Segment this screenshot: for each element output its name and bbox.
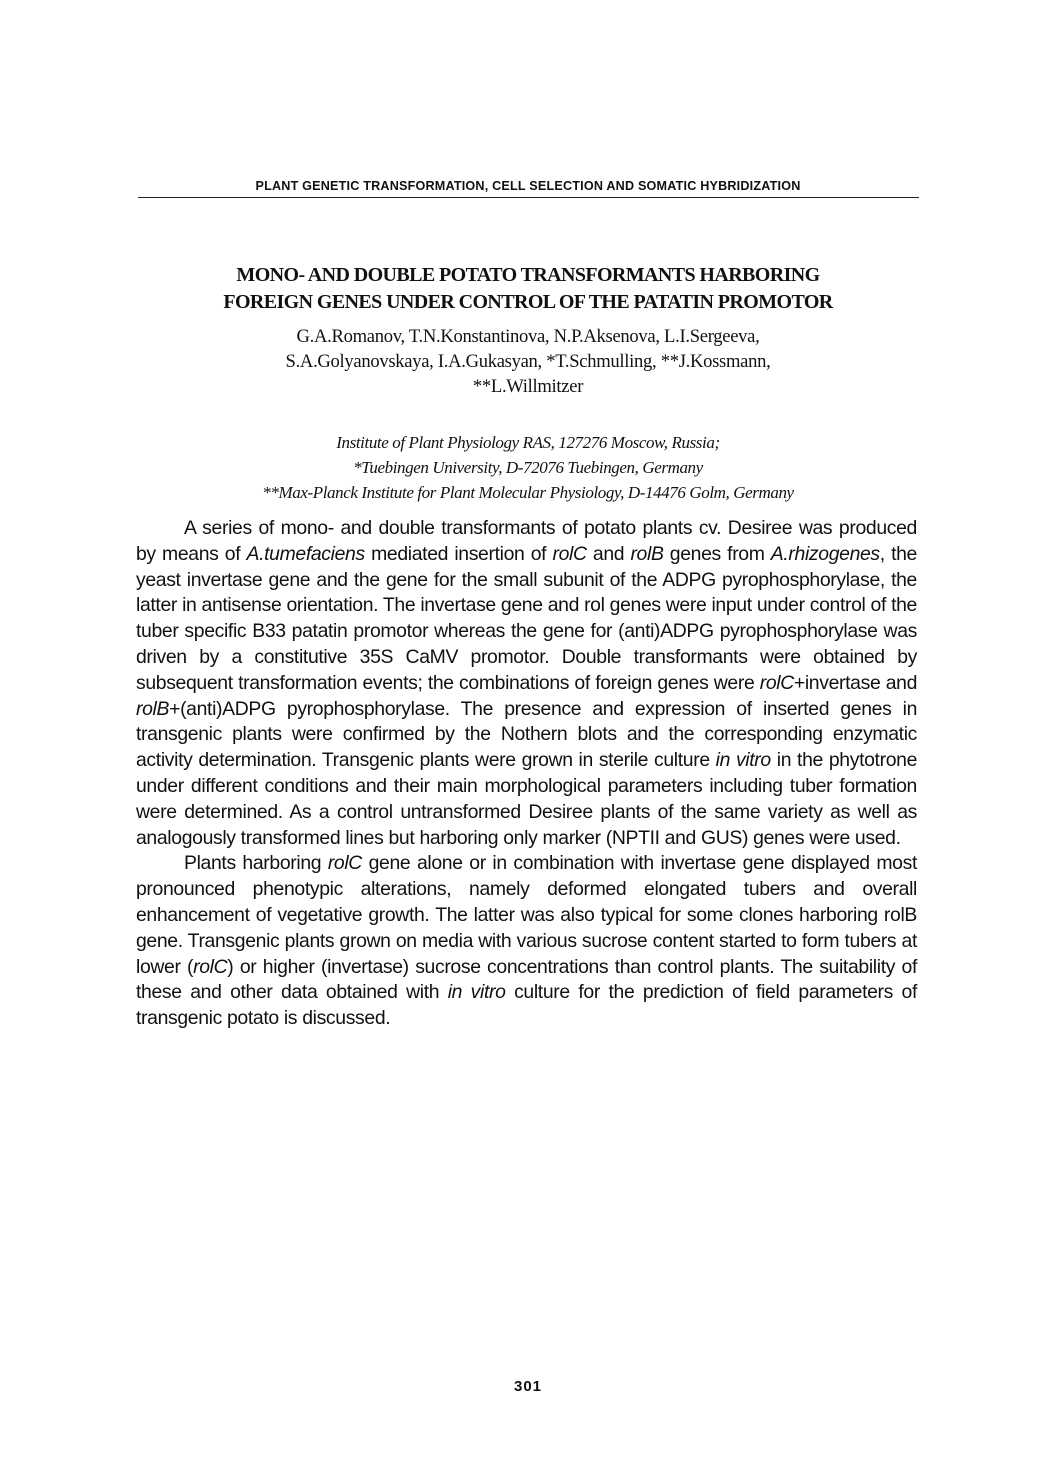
title-line-2: FOREIGN GENES UNDER CONTROL OF THE PATATIN PROMOTOR [223, 291, 833, 313]
p1-italic-rolb: rolB [630, 542, 664, 565]
p2-text-e: ) or higher (invertase) sucrose concentrations than control plants. The suitability of these and other data obtained with [136, 955, 917, 1004]
author-line-2: S.A.Golyanovskaya, I.A.Gukasyan, *T.Schmulling, **J.Kossmann, [285, 351, 771, 372]
title-line-1: MONO- AND DOUBLE POTATO TRANSFORMANTS HARBORING [236, 264, 820, 286]
p2-italic-invitro: in vitro [447, 981, 506, 1004]
p1-text-m: +(anti)ADPG pyrophosphorylase. The presence and expression of inserted genes in transgenic plants were confirmed by the Nothern blots and the corresponding enzymatic activity determination. Transgenic plants were grown in sterile culture [136, 697, 917, 772]
running-header: PLANT GENETIC TRANSFORMATION, CELL SELECTION AND SOMATIC HYBRIDIZATION [255, 179, 801, 193]
p1-italic-rolc: rolC [552, 542, 587, 565]
p1-text-e: and [586, 542, 631, 565]
affiliation-line-3: **Max-Planck Institute for Plant Molecular Physiology, D-14476 Golm, Germany [262, 483, 794, 502]
p1-text-c: mediated insertion of [364, 542, 553, 565]
p1-text-o: in the phytotrone under different conditions and their main morphological parameters including tuber formation were determined. As a control untransformed Desiree plants of the same variety as well as analogously transformed lines but harboring only marker (NPTII and GUS) genes were used. [136, 749, 917, 849]
page-number: 301 [513, 1378, 543, 1395]
affiliation-line-1: Institute of Plant Physiology RAS, 127276 Moscow, Russia; [336, 433, 720, 452]
p2-italic-rolc-2: rolC [193, 955, 228, 978]
author-line-1: G.A.Romanov, T.N.Konstantinova, N.P.Aksenova, L.I.Sergeeva, [296, 326, 760, 347]
p1-italic-atumefaciens: A.tumefaciens [246, 542, 365, 565]
paragraph-1 [136, 516, 917, 851]
p1-italic-arhizogenes: A.rhizogenes [770, 542, 880, 565]
paragraph-2 [136, 851, 917, 1032]
p1-italic-rolc-2: rolC [759, 671, 794, 694]
affiliation-line-2: *Tuebingen University, D-72076 Tuebingen, Germany [353, 458, 703, 477]
p2-text-a: Plants harboring [184, 852, 328, 875]
header-rule [138, 197, 919, 198]
p1-text-a: A series of mono- and double transformants of potato plants cv. Desiree was produced by means of [136, 517, 917, 565]
p2-text-g: culture for the prediction of field parameters of transgenic potato is discussed. [136, 981, 918, 1030]
p1-text-g: genes from [663, 542, 771, 565]
p1-text-k: +invertase and [793, 671, 917, 694]
article-title [138, 262, 918, 316]
author-line-3: **L.Willmitzer [472, 376, 584, 397]
p2-italic-rolc: rolC [327, 852, 362, 875]
affiliation-list [138, 430, 918, 505]
author-list [138, 324, 918, 399]
p1-text-i: , the yeast invertase gene and the gene for the small subunit of the ADPG pyrophosphorylase, the latter in antisense orientation. The invertase gene and rol genes were input under control of the tuber specific B33 patatin promotor whereas the gene for (anti)ADPG pyrophosphorylase was driven by a constitutive 35S CaMV promotor. Double transformants were obtained by subsequent transformation events; the combinations of foreign genes were [136, 542, 917, 694]
p1-italic-invitro: in vitro [715, 749, 771, 772]
abstract-body [136, 516, 917, 1032]
p2-text-c: gene alone or in combination with invertase gene displayed most pronounced phenotypic alterations, namely deformed elongated tubers and overall enhancement of vegetative growth. The latter was also typical for some clones harboring rolB gene. Transgenic plants grown on media with various sucrose content started to form tubers at lower ( [136, 852, 917, 978]
p1-italic-rolb-2: rolB [136, 697, 170, 720]
